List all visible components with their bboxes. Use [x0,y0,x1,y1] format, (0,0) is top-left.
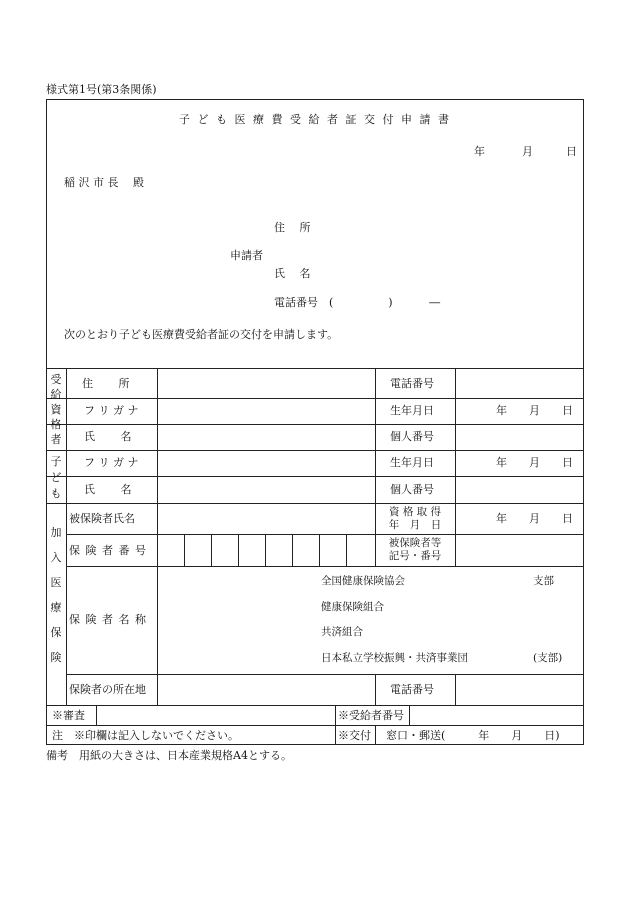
date-day[interactable]: 日 [566,145,577,158]
insurer-option-kyokai[interactable]: 全国健康保険協会 [321,575,405,587]
insurer-name-label: 保 険 者 名 称 [69,613,147,626]
insurer-phone-field[interactable] [456,675,583,704]
intro-text: 次のとおり子ども医療費受給者証の交付を申請します。 [64,328,339,341]
child-id-field[interactable] [456,477,583,502]
insured-name-label: 被保険者氏名 [69,512,135,525]
recipient-address-label: 住 所 [82,377,130,390]
child-name-label: 氏 名 [84,483,132,496]
date-month[interactable]: 月 [522,145,533,158]
recipient-id-field[interactable] [456,425,583,449]
child-id-label: 個人番号 [390,483,434,496]
branch-label: 支部 [533,575,554,587]
recipient-furigana-field[interactable] [158,399,374,423]
child-name-field[interactable] [158,477,374,502]
form-number-label: 様式第1号(第3条関係) [46,83,157,96]
insurer-location-field[interactable] [158,675,374,704]
section-insurance-label: 加 入 医 療 保 険 [50,526,62,664]
note-text: 注 ※印欄は記入しないでください。 [52,729,239,742]
recipient-birthdate-label: 生年月日 [390,404,434,417]
section-recipient-label: 受 給 資 格 者 [50,373,62,446]
insurer-option-shigaku[interactable]: 日本私立学校振興・共済事業団 [321,652,468,664]
remark-text: 備考 用紙の大きさは、日本産業規格A4とする。 [46,749,292,762]
qualification-date-field[interactable]: 年 月 日 [496,512,573,525]
recipient-phone-field[interactable] [456,369,583,397]
child-furigana-field[interactable] [158,451,374,475]
recipient-name-field[interactable] [158,425,374,449]
recipient-phone-label: 電話番号 [390,377,434,390]
addressee: 稲 沢 市 長 殿 [64,176,144,189]
review-label: ※審査 [52,709,85,722]
child-furigana-label: フ リ ガ ナ [84,456,139,469]
insured-name-field[interactable] [158,504,374,533]
applicant-label: 申請者 [230,249,263,262]
child-birthdate-field[interactable]: 年 月 日 [496,456,573,469]
recipient-name-label: 氏 名 [84,430,132,443]
form-title: 子 ど も 医 療 費 受 給 者 証 交 付 申 請 書 [179,113,451,126]
applicant-address-label: 住 所 [274,221,311,234]
insurer-location-label: 保険者の所在地 [69,683,146,696]
child-birthdate-label: 生年月日 [390,456,434,469]
date-year[interactable]: 年 [474,145,485,158]
recipient-birthdate-field[interactable]: 年 月 日 [496,404,573,417]
insured-symbol-field[interactable] [456,535,583,565]
section-child-label: 子 ど も [50,455,62,500]
recipient-number-field[interactable] [410,706,583,724]
recipient-address-field[interactable] [158,369,374,397]
insurer-number-label: 保 険 者 番 号 [69,544,147,557]
delivery-label: ※交付 [338,729,371,742]
insurer-option-kyosai[interactable]: 共済組合 [321,626,363,638]
delivery-method[interactable]: 窓口・郵送( 年 月 日) [386,729,560,742]
recipient-furigana-label: フ リ ガ ナ [84,404,139,417]
qualification-date-label: 資 格 取 得 年 月 日 [388,506,442,531]
insurer-number-field[interactable] [158,535,374,565]
insurer-phone-label: 電話番号 [390,683,434,696]
recipient-id-label: 個人番号 [390,430,434,443]
applicant-name-label: 氏 名 [274,267,311,280]
branch-paren-label: (支部) [533,652,563,664]
insured-symbol-label: 被保険者等 記号・番号 [388,537,442,562]
applicant-phone-label: 電話番号 ( ) ― [274,296,441,309]
insurer-option-kumiai[interactable]: 健康保険組合 [321,601,384,613]
recipient-number-label: ※受給者番号 [338,709,404,722]
